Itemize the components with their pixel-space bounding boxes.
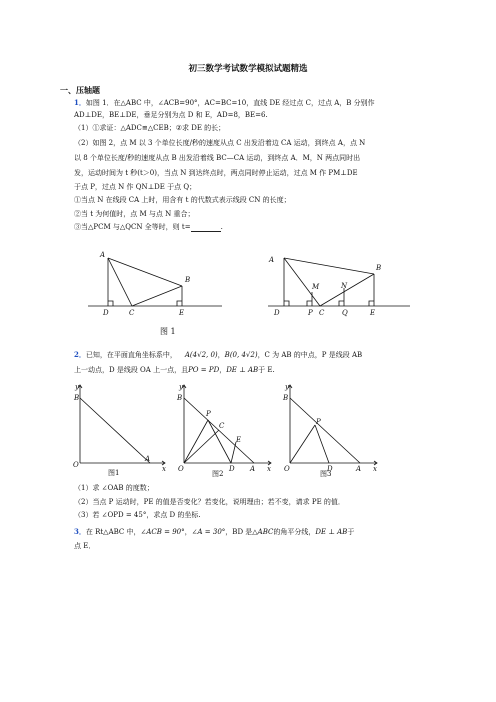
q3-text-1a: 在 Rt△ABC 中，	[85, 528, 141, 536]
q2-text-1a: 已知，在平面直角坐标系中，	[85, 351, 177, 359]
q2f2-label-y: y	[179, 383, 183, 391]
q2-figure-2	[176, 380, 276, 478]
q2-figure-3	[282, 380, 382, 478]
q3-cond-3: △ABC	[252, 528, 274, 536]
figure-2	[268, 248, 413, 328]
q1-line-6: 发，运动时间为 t 秒(t＞0)，当点 N 到达终点时，两点同时停止运动，过点 M 作 PM⊥DE	[74, 169, 358, 177]
q3-line-2: 点 E．	[74, 542, 96, 550]
fig1-caption: 图 1	[160, 327, 176, 336]
q1-line-9: ②当 t 为何值时，点 M 与点 N 重合；	[74, 210, 195, 218]
q2-line-2: 上一动点，D 是线段 OA 上一点，且PO = PD，DE ⊥ AB于 E.	[74, 366, 275, 374]
q1-line-10: ③当△PCM 与△QCN 全等时，则 t= .	[74, 223, 223, 231]
q2f2-caption: 图2	[212, 470, 224, 478]
q2-sub-3: （3）若 ∠OPD = 45°，求点 D 的坐标.	[74, 511, 201, 519]
q2f2-label-b: B	[177, 394, 183, 402]
fig2-label-b: B	[376, 264, 382, 272]
q2-point-b: B(0, 4√2)	[224, 351, 258, 359]
q1-line-1	[74, 98, 375, 108]
fig1-label-e: E	[179, 309, 185, 317]
q2f1-label-x: x	[162, 465, 166, 473]
q2f2-label-e: E	[236, 436, 242, 444]
q1-number: 1．	[74, 98, 86, 107]
q2f2-label-p: P	[206, 410, 211, 418]
q2-sub-1: （1）求 ∠OAB 的度数；	[74, 484, 154, 492]
q2f3-label-b: B	[283, 394, 289, 402]
q3-cond-2: ∠A = 30°	[191, 528, 226, 536]
q2f1-label-b: B	[74, 394, 80, 402]
q2-cond-2: DE ⊥ AB	[226, 366, 259, 374]
figure-1	[88, 248, 228, 338]
q2f3-label-y: y	[285, 383, 289, 391]
q3-line-1: 3．在 Rt△ABC 中，∠ACB = 90°，∠A = 30°，BD 是△ABC的角平分线，DE ⊥ AB于	[74, 527, 355, 536]
q1-line-4: （2）如图 2，点 M 以 3 个单位长度/秒的速度从点 C 出发沿着边 CA 运动，到终点 A，点 N	[74, 139, 366, 147]
q2f2-label-o: O	[178, 465, 184, 473]
q2f3-label-x: x	[373, 465, 377, 473]
q2-number: 2．	[74, 350, 86, 359]
page-title: 初三数学考试数学模拟试题精选	[188, 64, 308, 74]
fig2-label-n: N	[341, 282, 348, 290]
section-heading: 一、压轴题	[60, 85, 100, 95]
fig2-label-d: D	[274, 309, 280, 317]
q2f3-label-a: A	[356, 465, 362, 473]
fig1-label-d: D	[103, 309, 109, 317]
q1-line-5: 以 8 个单位长度/秒的速度从点 B 出发沿着线 BC—CA 运动，到终点 A．M，N 两点同时出	[74, 154, 361, 162]
q1-line-3: （1）①求证：△ADC≌△CEB；②求 DE 的长；	[74, 124, 226, 132]
q2-sub-2: （2）当点 P 运动时，PE 的值是否变化？若变化，说明理由；若不变，请求 PE 的值．	[74, 498, 345, 506]
q2f3-label-p: P	[316, 418, 321, 426]
q1-line-8: ①当点 N 在线段 CA 上时，用含有 t 的代数式表示线段 CN 的长度；	[74, 196, 291, 204]
fig2-label-q: Q	[342, 309, 348, 317]
q2f1-label-y: y	[75, 383, 79, 391]
q3-text-1b: ，BD 是	[225, 528, 253, 536]
q1-line-2: AD⊥DE，BE⊥DE，垂足分别为点 D 和 E，AD=8，BE=6.	[74, 111, 268, 119]
q2-text-2a: 上一动点，D 是线段 OA 上一点，且	[74, 366, 189, 374]
q3-cond-1: ∠ACB = 90°	[140, 528, 185, 536]
fig2-label-p: P	[308, 309, 313, 317]
q2f3-label-d: D	[327, 465, 333, 473]
q2-cond-1: PO = PD	[188, 366, 220, 374]
fig1-label-a: A	[100, 251, 106, 259]
fig2-label-c: C	[319, 309, 325, 317]
q1-text-1: 如图 1．在△ABC 中，∠ACB=90°，AC=BC=10，直线 DE 经过点 C，过点 A，B 分别作	[85, 99, 375, 107]
q3-cond-4: DE ⊥ AB	[315, 528, 348, 536]
fig1-label-b: B	[185, 276, 191, 284]
q2f2-label-c: C	[219, 422, 225, 430]
q2-text-2b: 于 E.	[258, 366, 275, 374]
q2f1-caption: 图1	[108, 469, 120, 477]
fig2-label-a: A	[269, 256, 275, 264]
fig2-label-m: M	[312, 283, 320, 291]
fig1-label-c: C	[129, 309, 135, 317]
q2f2-label-a: A	[250, 465, 256, 473]
q3-text-1d: 于	[347, 528, 355, 536]
fig2-label-e: E	[370, 309, 376, 317]
q3-number: 3．	[74, 527, 86, 536]
q2-text-1b: ，C 为 AB 的中点，P 是线段 AB	[257, 351, 363, 359]
q2-point-a: A(4√2, 0)	[184, 351, 218, 359]
q2f1-label-a: A	[145, 455, 151, 463]
answer-blank	[191, 224, 221, 232]
q2-figure-1	[70, 380, 170, 478]
q2f1-label-o: O	[73, 461, 79, 469]
q2f3-caption: 图3	[320, 470, 332, 478]
q2-line-1: 2．已知，在平面直角坐标系中， A(4√2, 0)，B(0, 4√2)，C 为 AB 的中点，P 是线段 AB	[74, 350, 363, 359]
q2f2-label-x: x	[267, 465, 271, 473]
q2f2-label-d: D	[229, 465, 235, 473]
q3-text-1c: 的角平分线，	[273, 528, 316, 536]
q1-text-10: ③当△PCM 与△QCN 全等时，则 t=	[74, 223, 191, 231]
q2f3-label-o: O	[284, 465, 290, 473]
q1-line-7: 于点 P，过点 N 作 QN⊥DE 于点 Q；	[74, 183, 197, 191]
